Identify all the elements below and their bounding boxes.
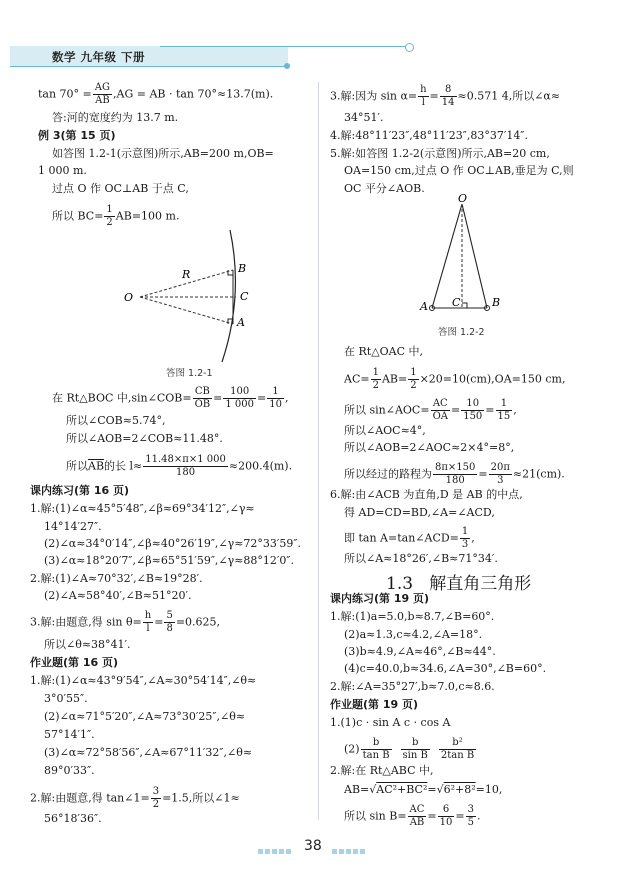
answer-line: 2.解:∠A=35°27′,b≈7.0,c≈8.6. (330, 680, 495, 693)
answer-line: 2.解:在 Rt△ABC 中, (330, 764, 434, 777)
segment-oa (140, 297, 233, 324)
answer-line: 5.解:如答图 1.2-2(示意图)所示,AB=20 cm, (330, 147, 550, 160)
line-fractions: (2) $\frac{b}{\text{tan B}}$ $\frac{b}{\text{sin B}}$ $\frac{\text{b²}}{\text{2tan B}}$ (344, 737, 475, 761)
header-rule-bottom (10, 66, 288, 67)
label-b: B (492, 296, 501, 309)
line-tan1: 2.解:由题意,得 tan∠1= $\frac{3}{2}$ =1.5,所以∠1≈ (30, 786, 240, 810)
answer-line: OA=150 cm,过点 O 作 OC⊥AB,垂足为 C,则 (344, 164, 574, 177)
section-heading-practice: 课内练习(第 19 页) (330, 592, 430, 605)
answer-line: 57°14′1″. (44, 728, 95, 741)
footer-ornament-left (258, 844, 293, 849)
label-r: R (182, 268, 191, 281)
label-o: O (458, 192, 468, 205)
line-arc-length: 所以$\overline{AB}$的长 l≈ $\frac{11.48\times\pi\times 1 000}{180}$ ≈200.4(m). (66, 454, 293, 478)
answer-line: (2)∠α≈34°0′14″,∠β≈40°26′19″,∠γ≈72°33′59″. (44, 537, 302, 550)
label-c: C (452, 296, 461, 309)
answer-line: 3°0′55″. (44, 692, 88, 705)
answer-line: 56°18′36″. (44, 812, 102, 825)
column-divider (318, 82, 319, 820)
figure-caption: 答图 1.2-1 (166, 368, 213, 379)
section-heading-homework: 作业题(第 16 页) (30, 656, 119, 669)
answer-line: 14°14′27″. (44, 520, 102, 533)
answer-line: (3)b≈4.9,∠A≈46°,∠B≈44°. (344, 645, 496, 658)
answer-line: (4)c=40.0,b≈34.6,∠A=30°,∠B=60°. (344, 662, 547, 675)
answer-line: 所以∠AOB=2∠AOC≈2×4°=8°, (344, 441, 515, 454)
figure-1-2-1 (118, 226, 258, 366)
line-tan-a: 即 tan A=tan∠ACD= $\frac{1}{3}$ , (344, 526, 475, 550)
text-line: 1 000 m. (38, 164, 87, 177)
answer-line: 6.解:由∠ACB 为直角,D 是 AB 的中点, (330, 488, 523, 501)
answer-line: 1.解:(1)a=5.0,b≈8.7,∠B=60°. (330, 610, 495, 623)
header-ring-ornament (405, 43, 414, 52)
line-sin-aoc: 所以 sin∠AOC= $\frac{AC}{OA}$ = $\frac{10}{150}$ = $\frac{1}{15}$ , (344, 398, 517, 422)
label-o: O (124, 291, 134, 304)
line-bc: 所以 BC= $\frac{1}{2}$ AB=100 m. (52, 204, 180, 228)
line-sin-b: 所以 sin B= $\frac{AC}{AB}$ = $\frac{6}{10}$ = $\frac{3}{5}$ . (344, 804, 481, 828)
answer-line: 2.解:(1)∠A≈70°32′,∠B≈19°28′. (30, 572, 203, 585)
label-b: B (238, 262, 247, 275)
label-a: A (420, 300, 428, 313)
line-path-length: 所以经过的路程为 $\frac{8\pi\times 150}{180}$ = $\frac{20\pi}{3}$ ≈21(cm). (344, 462, 565, 486)
segment-oa (432, 204, 462, 308)
answer-line: (2)∠A≈58°40′,∠B≈51°20′. (44, 589, 192, 602)
answer-river-width: 答:河的宽度约为 13.7 m. (52, 111, 179, 124)
answer-line: 1.(1)c · sin A c · cos A (330, 716, 451, 729)
header-rule (160, 46, 408, 47)
answer-line: 所以∠θ≈38°41′. (44, 638, 131, 651)
line-ab-sqrt: AB=√AC²+BC²=√6²+8²=10, (344, 783, 503, 796)
text-line: 所以∠COB≈5.74°, (66, 414, 166, 427)
section-heading-practice: 课内练习(第 16 页) (30, 484, 130, 497)
label-a: A (237, 316, 245, 329)
answer-line: 所以∠A≈18°26′,∠B≈71°34′. (344, 552, 498, 565)
answer-line: 1.解:(1)∠α≈43°9′54″,∠A≈30°54′14″,∠θ≈ (30, 674, 257, 687)
segment-ob (462, 204, 487, 308)
answer-line: 所以∠AOC≈4°, (344, 424, 426, 437)
answer-line: 34°51′. (344, 111, 384, 124)
line-tan70: tan 70° = $\frac{AG}{AB}$ ,AG = AB · tan 70°≈13.7(m). (38, 82, 274, 106)
text-line: 所以∠AOB=2∠COB≈11.48°. (66, 432, 223, 445)
figure-caption: 答图 1.2-2 (438, 327, 485, 338)
answer-line: (3)∠α≈72°58′56″,∠A≈67°11′32″,∠θ≈ (44, 746, 253, 759)
answer-line: (2)a≈1.3,c≈4.2,∠A=18°. (344, 628, 483, 641)
figure-1-2-2 (414, 192, 514, 322)
label-c: C (240, 290, 249, 303)
answer-line: 得 AD=CD=BD,∠A=∠ACD, (344, 506, 495, 519)
answer-line: (3)∠α≈18°20′7″,∠β≈65°51′59″,∠γ≈88°12′0″. (44, 554, 295, 567)
line-sin-cob: 在 Rt△BOC 中,sin∠COB= $\frac{CB}{OB}$ = $\frac{100}{1 000}$ = $\frac{1}{10}$ , (52, 386, 289, 410)
line-ac: AC= $\frac{1}{2}$ AB= $\frac{1}{2}$ ×20=10(cm),OA=150 cm, (344, 367, 566, 391)
footer-ornament-right (332, 844, 367, 849)
line-sin-theta: 3.解:由题意,得 sin θ= $\frac{h}{l}$ = $\frac{5}{8}$ =0.625, (30, 610, 221, 634)
answer-line: 在 Rt△OAC 中, (344, 345, 424, 358)
answer-line: 4.解:48°11′23″,48°11′23″,83°37′14″. (330, 129, 528, 142)
line-sin-alpha: 3.解:因为 sin α= $\frac{h}{l}$ = $\frac{8}{14}$ ≈0.571 4,所以∠α≈ (330, 84, 561, 108)
text-line: 过点 O 作 OC⊥AB 于点 C, (52, 182, 189, 195)
text-line: 如答图 1.2-1(示意图)所示,AB=200 m,OB= (52, 147, 274, 160)
section-title: 1.3 解直角三角形 (386, 574, 532, 594)
header-title: 数学 九年级 下册 (52, 50, 146, 64)
example-3-heading: 例 3(第 15 页) (38, 129, 116, 142)
answer-line: OC 平分∠AOB. (344, 182, 425, 195)
answer-line: 89°0′33″. (44, 764, 95, 777)
answer-line: (2)∠α≈71°5′20″,∠A≈73°30′25″,∠θ≈ (44, 710, 246, 723)
header-dot-ornament (284, 63, 290, 69)
page-number: 38 (304, 838, 322, 854)
section-heading-homework: 作业题(第 19 页) (330, 698, 419, 711)
answer-line: 1.解:(1)∠α≈45°5′48″,∠β≈69°34′12″,∠γ≈ (30, 502, 255, 515)
right-angle-c (462, 303, 467, 308)
